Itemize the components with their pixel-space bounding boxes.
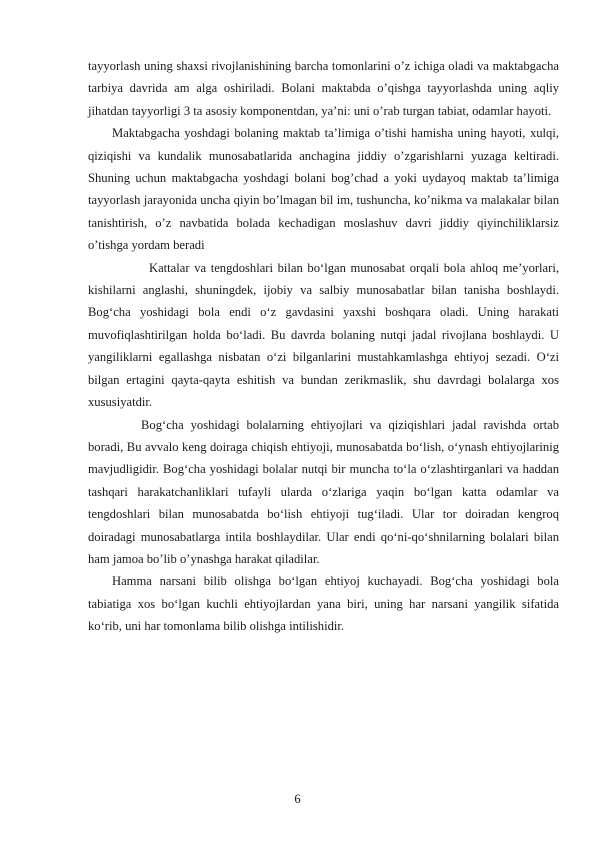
paragraph-curiosity: Hamma narsani bilib olishga bo‘lgan ehtiyoj kuchayadi. Bog‘cha yoshidagi bola tabiatiga xos bo‘lgan kuchli ehtiyojlardan yana biri, uning har narsani yangilik sifatida ko‘rib, uni har tomonlama bilib olishga intilishidir. (88, 574, 559, 634)
paragraph-continuation: tayyorlash uning shaxsi rivojlanishining barcha tomonlarini o’z ichiga oladi va maktabgacha tarbiya davrida am alga oshiriladi. Bolani maktabda o’qishga tayyorlashda uning aqliy jihatdan tayyorligi 3 ta asosiy komponentdan, ya’ni: uni o’rab turgan tabiat, odamlar hayoti. (88, 59, 559, 118)
body-text (88, 55, 559, 638)
page-number: 6 (294, 792, 301, 806)
paragraph-moral-norms: Kattalar va tengdoshlari bilan bo‘lgan munosabat orqali bola ahloq me’yorlari, kishilarni anglashi, shuningdek, ijobiy va salbiy munosabatlar bilan tanisha boshlaydi. Bog‘cha yoshidagi bola endi o‘z gavdasini yaxshi boshqara oladi. Uning harakati muvofiqlashtirilgan holda bo‘ladi. Bu davrda bolaning nutqi jadal rivojlana boshlaydi. U yangiliklarni egallashga nisbatan o‘zi bilganlarini mustahkamlashga ehtiyoj sezadi. O‘zi bilgan ertagini qayta-qayta eshitish va bundan zerikmaslik, shu davrdagi bolalarga xos xususiyatdir. (88, 260, 559, 410)
paragraph-school-transition: Maktabgacha yoshdagi bolaning maktab ta’limiga o’tishi hamisha uning hayoti, xulqi, qiziqishi va kundalik munosabatlarida anchagina jiddiy o’zgarishlarni yuzaga keltiradi. Shuning uchun maktabgacha yoshdagi bolani bog’chad a yoki uydayoq maktab ta’limiga tayyorlash jarayonida uncha qiyin bo’lmagan bil im, tushuncha, ko’nikma va malakalar bilan tanishtirish, o’z navbatida bolada kechadigan moslashuv davri jiddiy qiyinchiliklarsiz o’tishga yordam beradi (88, 126, 559, 253)
paragraph-needs-interests: Bog‘cha yoshidagi bolalarning ehtiyojlari va qiziqishlari jadal ravishda ortab boradi, Bu avvalo keng doiraga chiqish ehtiyoji, munosabatda bo‘lish, o‘ynash ehtiyojlarinig mavjudligidir. Bog‘cha yoshidagi bolalar nutqi bir muncha to‘la o‘zlashtirganlari va haddan tashqari harakatchanliklari tufayli ularda o‘zlariga yaqin bo‘lgan katta odamlar va tengdoshlari bilan munosabatda bo‘lish ehtiyoji tug‘iladi. Ular tor doiradan kengroq doiradagi munosabatlarga intila boshlaydilar. Ular endi qo‘ni-qo‘shnilarning bolalari bilan ham jamoa bo’lib o’ynashga harakat qiladilar. (88, 417, 559, 566)
